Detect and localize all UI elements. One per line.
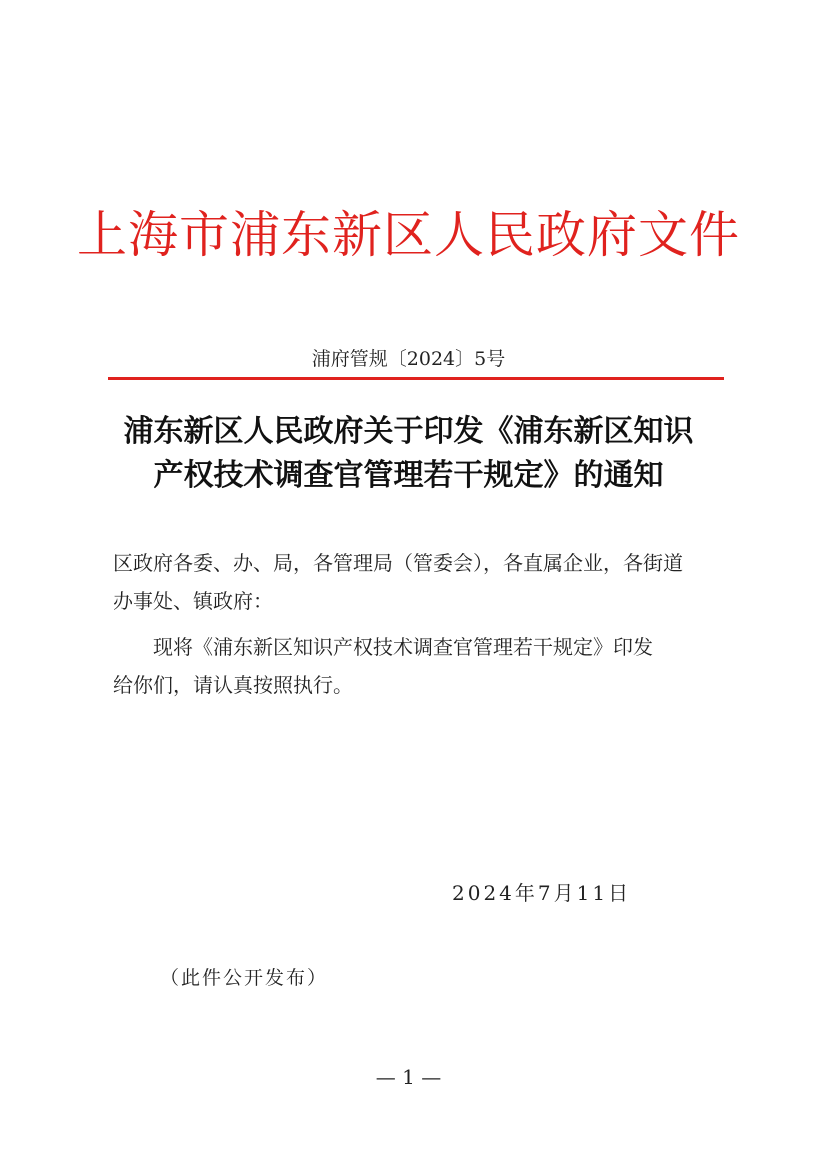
release-note: （此件公开发布） [160, 967, 329, 989]
document-title [100, 410, 717, 498]
body-line: 给你们，请认真按照执行。 [113, 673, 353, 697]
recipients [113, 544, 713, 620]
document-number: 浦府管规〔2024〕5号 [311, 348, 506, 370]
body-paragraph [113, 628, 713, 704]
body-line: 现将《浦东新区知识产权技术调查官管理若干规定》印发 [153, 635, 653, 659]
red-separator-line [108, 377, 724, 380]
issuing-authority-header: 上海市浦东新区人民政府文件 [77, 206, 740, 264]
page-number: — 1 — [375, 1065, 442, 1089]
recipients-line: 办事处、镇政府： [113, 589, 273, 613]
issue-date: 2024年7月11日 [452, 881, 632, 905]
document-title-line: 产权技术调查官管理若干规定》的通知 [153, 458, 664, 493]
recipients-line: 区政府各委、办、局，各管理局（管委会），各直属企业，各街道 [113, 551, 683, 575]
document-title-line: 浦东新区人民政府关于印发《浦东新区知识 [123, 414, 694, 449]
